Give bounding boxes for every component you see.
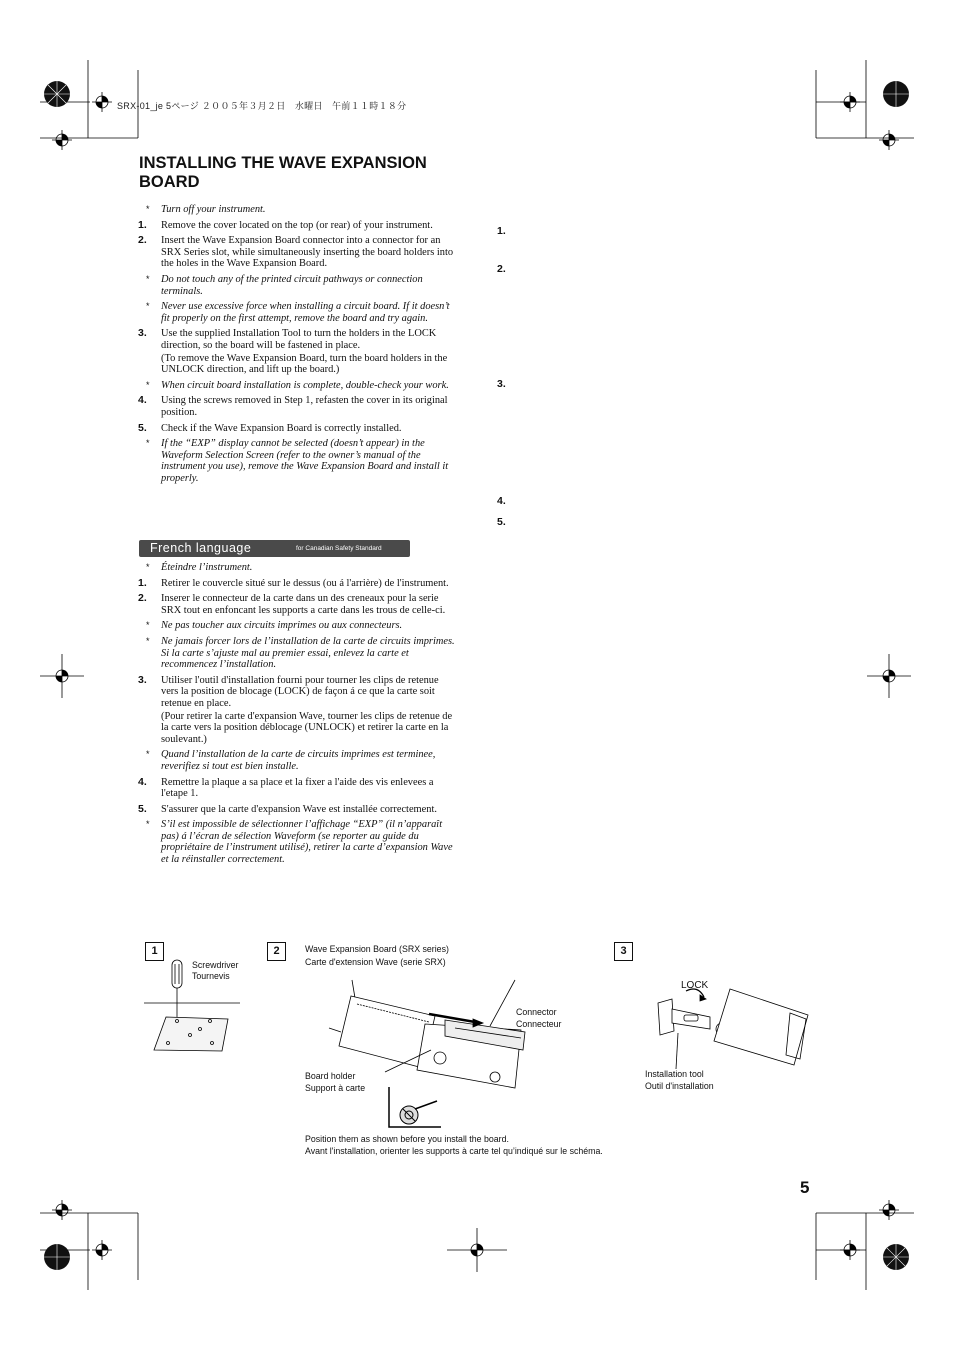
step-text: S’il est impossible de sélectionner l’affichage “EXP” (il n’apparaît pas) á l’écran de sélection Waveform (se reporter au guide du propriétaire de l’instrument utilisé), retirer la carte d’expansion Wave et la réinstaller correctement. xyxy=(161,819,453,866)
caution-note xyxy=(138,274,458,297)
lock-tool-illustration xyxy=(650,985,830,1085)
instruction-step xyxy=(138,328,458,351)
caution-note xyxy=(138,636,458,671)
step-number: 4. xyxy=(138,775,147,788)
instruction-step xyxy=(138,578,458,590)
figure-2-number: 2 xyxy=(267,942,286,961)
instruction-step xyxy=(138,777,458,800)
step-number: 5. xyxy=(138,802,147,815)
step-number: 2. xyxy=(138,234,147,247)
caption-en: Position them as shown before you install the board. xyxy=(305,1134,509,1144)
step-number: * xyxy=(146,273,150,284)
step-text: Utiliser l'outil d'installation fourni pour tourner les clips de retenue vers la position de blocage (LOCK) de façon á ce que la carte soit retenue en place. xyxy=(161,674,439,709)
step-text: Do not touch any of the printed circuit pathways or connection terminals. xyxy=(161,273,423,297)
screwdriver-label: Screwdriver xyxy=(192,960,239,970)
tournevis-label: Tournevis xyxy=(192,971,230,981)
caution-note xyxy=(138,380,458,392)
step-number: * xyxy=(146,379,150,390)
step-number: 5. xyxy=(138,421,147,434)
instruction-step xyxy=(138,593,458,616)
caution-note xyxy=(138,749,458,772)
caution-note xyxy=(138,301,458,324)
step-number: * xyxy=(146,620,150,631)
instruction-step xyxy=(138,675,458,710)
english-instructions xyxy=(138,204,458,488)
right-step-1: 1. xyxy=(497,225,506,237)
section-title: INSTALLING THE WAVE EXPANSION BOARD xyxy=(139,154,427,191)
step-text: Never use excessive force when installing a circuit board. If it doesn’t fit properly on the first attempt, remove the board and try again. xyxy=(161,301,450,324)
step-subtext: (To remove the Wave Expansion Board, turn the board holders in the UNLOCK direction, and lift up the board.) xyxy=(161,352,448,376)
instruction-step xyxy=(138,220,458,232)
step-number: * xyxy=(146,562,150,572)
step-text: Turn off your instrument. xyxy=(161,204,266,215)
step-number: * xyxy=(146,819,150,830)
step-text: Remettre la plaque a sa place et la fixer a l'aide des vis enlevees a l'etape 1. xyxy=(161,776,434,800)
board-holder-label-en: Board holder xyxy=(305,1071,356,1081)
caution-note xyxy=(138,438,458,484)
step-number: 3. xyxy=(138,673,147,686)
step-number: 2. xyxy=(138,592,147,605)
print-header: SRX-01_je 5ページ ２００５年３月２日 水曜日 午前１１時１８分 xyxy=(117,101,407,111)
right-step-5: 5. xyxy=(497,516,506,528)
step-text: If the “EXP” display cannot be selected (doesn’t appear) in the Waveform Selection Screen (refer to the owner’s manual of the instrument you use), remove the Wave Expansion Board and install it properly. xyxy=(161,438,449,484)
board-holder-label-fr: Support à carte xyxy=(305,1083,366,1093)
step-text: Use the supplied Installation Tool to turn the holders in the LOCK direction, so the board will be fastened in place. xyxy=(161,328,437,351)
right-step-2: 2. xyxy=(497,263,506,275)
figure-1-number: 1 xyxy=(145,942,164,961)
step-number: * xyxy=(146,204,150,214)
instruction-step xyxy=(138,804,458,816)
connector-label-en: Connector xyxy=(516,1007,557,1017)
step-number: * xyxy=(146,438,150,449)
figure-3-number: 3 xyxy=(614,942,633,961)
step-number: 3. xyxy=(138,327,147,340)
french-language-sublabel: for Canadian Safety Standard xyxy=(296,545,382,552)
step-number: * xyxy=(146,301,150,312)
french-instructions xyxy=(138,562,458,870)
french-language-label: French language xyxy=(150,541,252,555)
screwdriver-illustration xyxy=(140,955,260,1055)
step-text: Retirer le couvercle situé sur le dessus (ou á l'arrière) de l'instrument. xyxy=(161,577,449,589)
step-number: * xyxy=(146,749,150,760)
french-language-bar xyxy=(139,540,410,557)
step-text: Remove the cover located on the top (or rear) of your instrument. xyxy=(161,219,433,231)
step-subtext: (Pour retirer la carte d'expansion Wave, tourner les clips de retenue de la carte vers la position déblocage (UNLOCK) et retirer la carte en la soulevant.) xyxy=(161,710,453,745)
step-text: Éteindre l’instrument. xyxy=(161,562,253,573)
step-number: 1. xyxy=(138,218,147,231)
step-text: Check if the Wave Expansion Board is correctly installed. xyxy=(161,422,402,434)
step-text: Insert the Wave Expansion Board connector into a connector for an SRX Series slot, while simultaneously inserting the board holders into the holes in the Wave Expansion Board. xyxy=(161,235,454,270)
step-text: Ne pas toucher aux circuits imprimes ou aux connecteurs. xyxy=(161,620,403,632)
instruction-step xyxy=(138,395,458,418)
caption-fr: Avant l'installation, orienter les supports à carte tel qu’indiqué sur le schéma. xyxy=(305,1146,603,1156)
lock-label: LOCK xyxy=(681,980,709,991)
wave-board-label-fr: Carte d'extension Wave (serie SRX) xyxy=(305,957,446,967)
caution-note xyxy=(138,819,458,865)
connector-label-fr: Connecteur xyxy=(516,1019,562,1029)
right-step-3: 3. xyxy=(497,378,506,390)
installation-tool-label-fr: Outil d'installation xyxy=(645,1081,714,1091)
caution-note xyxy=(138,620,458,632)
step-number: 1. xyxy=(138,576,147,589)
holder-orientation-icon xyxy=(385,1085,445,1135)
step-text: Ne jamais forcer lors de l’installation de la carte de circuits imprimes. Si la carte s’ajuste mal au premier essai, enlevez la carte et recommencez l’installation. xyxy=(161,635,455,671)
step-number: * xyxy=(146,635,150,646)
step-number: 4. xyxy=(138,394,147,407)
step-text: Using the screws removed in Step 1, refasten the cover in its original position. xyxy=(161,395,448,418)
step-text: S'assurer que la carte d'expansion Wave est installée correctement. xyxy=(161,803,437,815)
instruction-step xyxy=(138,235,458,270)
step-text: Inserer le connecteur de la carte dans un des creneaux pour la serie SRX tout en enfoncant les supports a carte dans les trous de celle-ci. xyxy=(161,593,446,616)
page-number: 5 xyxy=(800,1178,810,1197)
step-text: When circuit board installation is complete, double-check your work. xyxy=(161,379,449,391)
step-text: Quand l’installation de la carte de circuits imprimes est terminee, reverifiez si tout est bien installe. xyxy=(161,749,436,772)
caution-note xyxy=(138,204,458,216)
right-step-4: 4. xyxy=(497,495,506,507)
caution-note xyxy=(138,562,458,574)
instruction-step xyxy=(138,423,458,435)
installation-tool-label-en: Installation tool xyxy=(645,1069,704,1079)
wave-board-label-en: Wave Expansion Board (SRX series) xyxy=(305,944,449,954)
